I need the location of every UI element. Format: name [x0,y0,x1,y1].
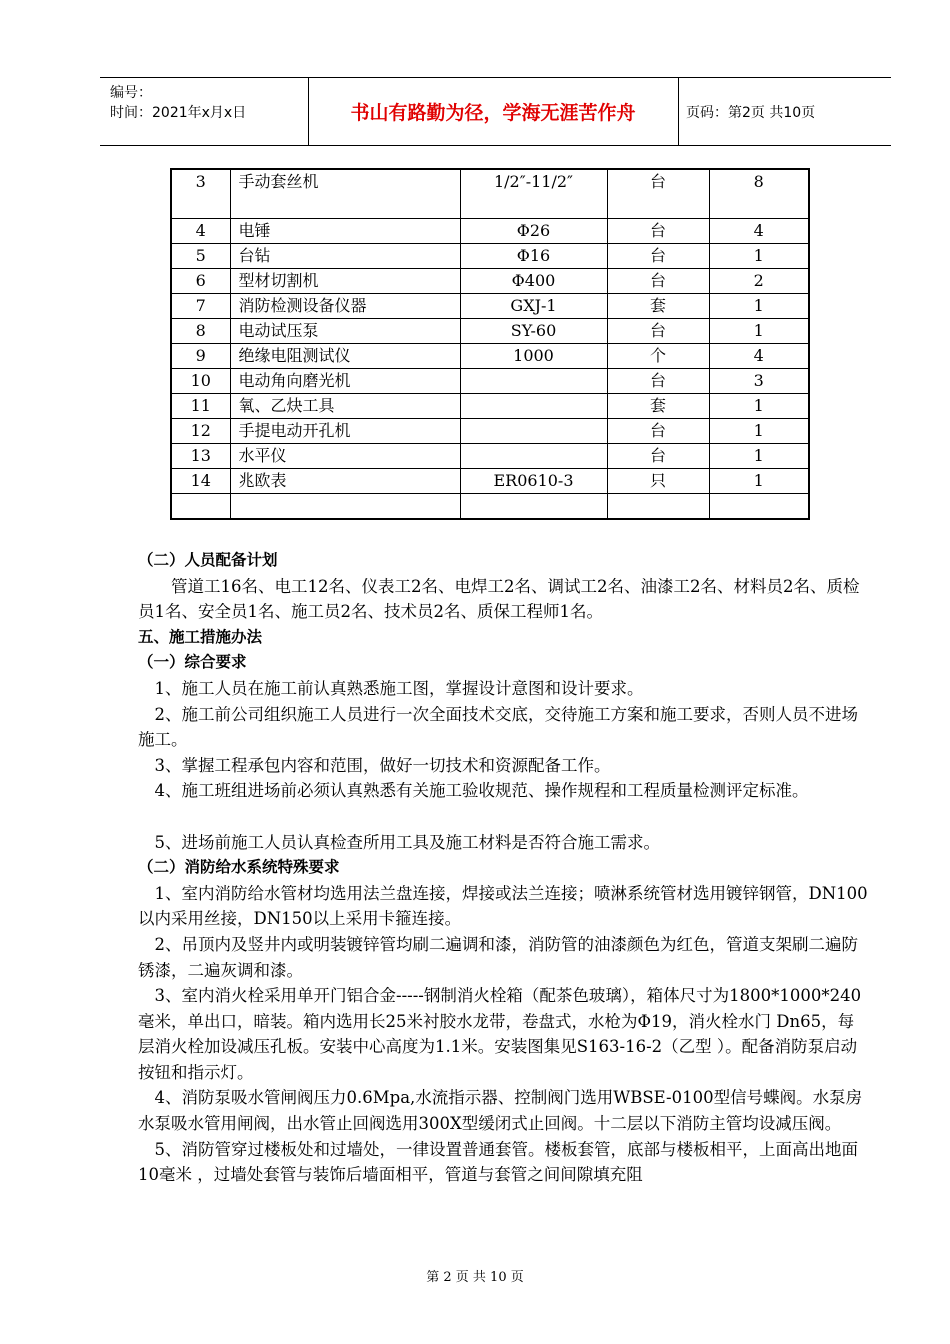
table-row [171,444,809,469]
row-number: 4 [171,219,230,244]
equipment-qty: 1 [709,419,809,444]
table-row [171,219,809,244]
equipment-spec [460,419,607,444]
personnel-heading: （二）人员配备计划 [138,551,278,569]
row-number: 13 [171,444,230,469]
header-page-info: 页码：第2页 共10页 [686,105,816,121]
row-number: 3 [171,169,230,219]
equipment-name: 台钻 [230,244,460,269]
equipment-unit: 套 [607,294,709,319]
equipment-unit: 台 [607,219,709,244]
general-item: 4、施工班组进场前必须认真熟悉有关施工验收规范、操作规程和工程质量检测评定标准。 [154,781,809,801]
general-heading: （一）综合要求 [138,653,247,672]
equipment-unit: 个 [607,344,709,369]
time-label: 时间：2021年x月x日 [110,105,247,121]
fire-item: 1、室内消防给水管材均选用法兰盘连接，焊接或法兰连接；喷淋系统管材选用镀锌钢管，DN100以内采用丝接，DN150以上采用卡箍连接。 [138,883,868,929]
general-item: 2、施工前公司组织施工人员进行一次全面技术交底，交待施工方案和施工要求，否则人员不进场施工。 [138,704,858,750]
equipment-spec: ER0610-3 [460,469,607,494]
equipment-qty: 1 [709,469,809,494]
equipment-qty [709,494,809,520]
fire-item: 5、消防管穿过楼板处和过墙处，一律设置普通套管。楼板套管，底部与楼板相平，上面高出地面10毫米 ，过墙处套管与装饰后墙面相平，管道与套管之间间隙填充阻 [138,1139,858,1185]
fire-heading: （二）消防给水系统特殊要求 [138,858,340,877]
equipment-spec: Φ400 [460,269,607,294]
equipment-name: 绝缘电阻测试仪 [230,344,460,369]
equipment-unit: 台 [607,369,709,394]
equipment-qty: 1 [709,244,809,269]
equipment-name: 水平仪 [230,444,460,469]
fire-item: 2、吊顶内及竖井内或明装镀锌管均刷二遍调和漆，消防管的油漆颜色为红色，管道支架刷二遍防锈漆，二遍灰调和漆。 [138,934,858,980]
table-row [171,344,809,369]
row-number [171,494,230,520]
row-number: 5 [171,244,230,269]
equipment-name [230,494,460,520]
equipment-qty: 4 [709,219,809,244]
header-motto: 书山有路勤为径，学海无涯苦作舟 [308,78,679,145]
equipment-unit: 台 [607,444,709,469]
equipment-spec: SY-60 [460,319,607,344]
equipment-unit: 台 [607,244,709,269]
equipment-unit: 台 [607,269,709,294]
equipment-qty: 1 [709,444,809,469]
equipment-spec [460,444,607,469]
table-row [171,419,809,444]
equipment-qty: 3 [709,369,809,394]
equipment-qty: 1 [709,319,809,344]
table-row [171,244,809,269]
table-row [171,269,809,294]
equipment-spec [460,494,607,520]
equipment-name: 氧、乙炔工具 [230,394,460,419]
equipment-unit: 只 [607,469,709,494]
section5-heading: 五、施工措施办法 [138,627,263,646]
equipment-spec [460,369,607,394]
equipment-unit: 台 [607,169,709,219]
equipment-spec [460,394,607,419]
equipment-table [170,168,810,520]
equipment-unit: 套 [607,394,709,419]
equipment-qty: 1 [709,394,809,419]
row-number: 9 [171,344,230,369]
row-number: 11 [171,394,230,419]
general-item: 1、施工人员在施工前认真熟悉施工图，掌握设计意图和设计要求。 [154,678,644,698]
equipment-name: 消防检测设备仪器 [230,294,460,319]
blank-line [138,804,868,830]
general-item: 3、掌握工程承包内容和范围，做好一切技术和资源配备工作。 [154,755,611,775]
equipment-qty: 2 [709,269,809,294]
header-meta [100,78,309,145]
table-row [171,369,809,394]
equipment-name: 兆欧表 [230,469,460,494]
general-item: 5、进场前施工人员认真检查所用工具及施工材料是否符合施工需求。 [154,832,660,852]
row-number: 10 [171,369,230,394]
table-row [171,494,809,520]
fire-item: 4、消防泵吸水管闸阀压力0.6Mpa,水流指示器、控制阀门选用WBSE-0100型信号蝶阀。水泵房水泵吸水管用闸阀，出水管止回阀选用300X型缓闭式止回阀。十二层以下消防主管均设减压阀。 [138,1088,863,1134]
equipment-name: 手动套丝机 [230,169,460,219]
number-label: 编号： [110,85,152,101]
equipment-name: 手提电动开孔机 [230,419,460,444]
fire-item: 3、室内消火栓采用单开门铝合金-----钢制消火栓箱（配茶色玻璃），箱体尺寸为1800*1000*240毫米，单出口，暗装。箱内选用长25米衬胶水龙带，卷盘式，水枪为Φ19，消火栓水门 Dn65，每层消火栓加设减压孔板。安装中心高度为1.1米。安装图集见S163-16-2（乙型 ）。配备消防泵启动按钮和指示灯。 [138,986,862,1082]
equipment-unit [607,494,709,520]
equipment-name: 电锤 [230,219,460,244]
equipment-spec: GXJ-1 [460,294,607,319]
row-number: 6 [171,269,230,294]
equipment-name: 型材切割机 [230,269,460,294]
row-number: 12 [171,419,230,444]
table-row [171,294,809,319]
page-footer: 第 2 页 共 10 页 [426,1270,524,1285]
table-row [171,169,809,219]
row-number: 14 [171,469,230,494]
table-row [171,394,809,419]
equipment-qty: 4 [709,344,809,369]
table-row [171,469,809,494]
equipment-spec: Φ26 [460,219,607,244]
row-number: 7 [171,294,230,319]
row-number: 8 [171,319,230,344]
equipment-name: 电动试压泵 [230,319,460,344]
equipment-name: 电动角向磨光机 [230,369,460,394]
equipment-unit: 台 [607,419,709,444]
page-header [100,77,891,146]
equipment-unit: 台 [607,319,709,344]
equipment-spec: 1000 [460,344,607,369]
document-body [138,548,868,1188]
equipment-spec: Φ16 [460,244,607,269]
equipment-qty: 1 [709,294,809,319]
equipment-spec: 1/2″-11/2″ [460,169,607,219]
personnel-text: 管道工16名、电工12名、仪表工2名、电焊工2名、调试工2名、油漆工2名、材料员2名、质检员1名、安全员1名、施工员2名、技术员2名、质保工程师1名。 [138,576,860,622]
equipment-qty: 8 [709,169,809,219]
table-row [171,319,809,344]
